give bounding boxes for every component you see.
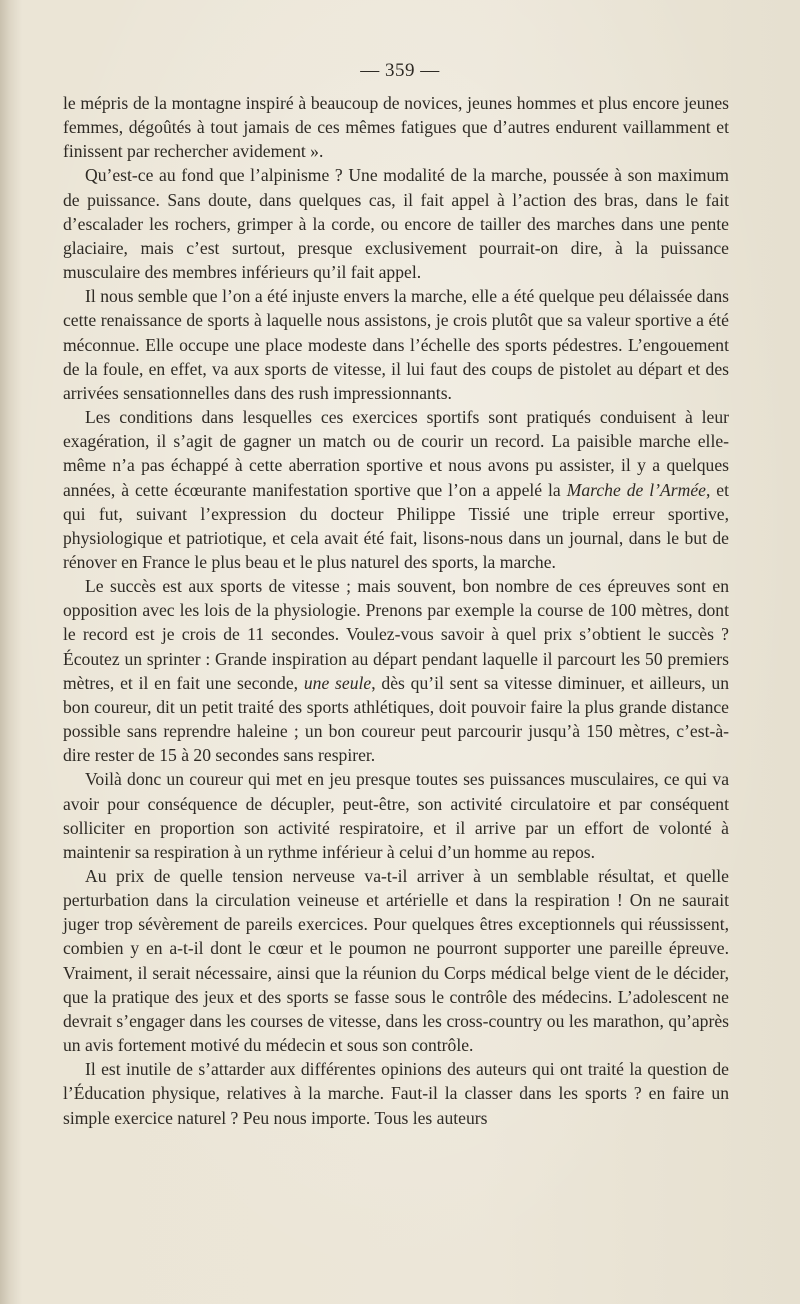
page-number: — 359 —: [360, 60, 440, 81]
text-run: Voilà donc un coureur qui met en jeu presque toutes ses puissances musculaires, ce qui va avoir pour conséquence de décupler, peut-être, son activité circulatoire et par conséquent solliciter en proportion son activité respiratoire, et il arrive par un effort de volonté à maintenir sa respiration à un rythme inférieur à celui d’un homme au repos.: [63, 769, 729, 862]
paragraph: [63, 284, 729, 405]
text-run: Il est inutile de s’attarder aux différentes opinions des auteurs qui ont traité la question de l’Éducation physique, relatives à la marche. Faut-il la classer dans les sports ? en faire un simple exercice naturel ? Peu nous importe. Tous les auteurs: [63, 1059, 729, 1128]
text-run: , et qui fut, suivant l’expression du docteur Philippe Tissié une triple erreur sportive, physiologique et patriotique, et cela avait été fait, lisons-nous dans un journal, dans le but de rénover en France le plus beau et le plus naturel des sports, la marche.: [63, 479, 729, 572]
text-run: Les conditions dans lesquelles ces exercices sportifs sont pratiqués conduisent à leur exagération, il s’agit de gagner un match ou de courir un record. La paisible marche elle-même n’a pas échappé à cette aberration sportive et nous avons pu assister, il y a quelques années, à cette écœurante manifestation sportive que l’on a appelé la: [63, 407, 729, 500]
paragraph: [63, 1057, 729, 1129]
italic-text: Marche de l’Armée: [566, 479, 706, 500]
body-text: [63, 91, 729, 1130]
text-run: , dès qu’il sent sa vitesse diminuer, et ailleurs, un bon coureur, dit un petit traité des sports athlétiques, doit pouvoir faire la plus grande distance possible sans reprendre haleine ; un bon coureur peut parcourir jusqu’à 150 mètres, c’est-à-dire rester de 15 à 20 secondes sans respirer.: [63, 672, 730, 766]
paragraph: [63, 405, 729, 574]
text-run: Au prix de quelle tension nerveuse va-t-il arriver à un semblable résultat, et quelle perturbation dans la circulation veineuse et artérielle et dans la respiration ! On ne saurait juger trop sévèrement de pareils exercices. Pour quelques êtres exceptionnels qui réussissent, combien y en a-t-il dont le cœur et le poumon ne pourront supporter une pareille épreuve. Vraiment, il serait nécessaire, ainsi que la réunion du Corps médical belge vient de le décider, que la pratique des jeux et des sports se fasse sous le contrôle des médecins. L’adolescent ne devrait s’engager dans les courses de vitesse, dans les cross-country ou les marathon, qu’après un avis fortement motivé du médecin et sous son contrôle.: [63, 866, 729, 1056]
text-run: le mépris de la montagne inspiré à beaucoup de novices, jeunes hommes et plus encore jeunes femmes, dégoûtés à tout jamais de ces mêmes fatigues que d’autres endurent vaillamment et finissent par rechercher avidement ».: [63, 93, 729, 162]
paragraph: [63, 864, 729, 1057]
paragraph: [63, 163, 729, 284]
text-run: Qu’est-ce au fond que l’alpinisme ? Une modalité de la marche, poussée à son maximum de puissance. Sans doute, dans quelques cas, il fait appel à l’action des bras, dans le fait d’escalader les rochers, grimper à la corde, ou encore de tailler des marches dans une pente glaciaire, mais c’est surtout, presque exclusivement pourrait-on dire, à la puissance musculaire des membres inférieurs qu’il fait appel.: [63, 165, 729, 283]
paragraph: [63, 574, 729, 767]
paragraph: [63, 767, 729, 864]
text-run: Le succès est aux sports de vitesse ; mais souvent, bon nombre de ces épreuves sont en opposition avec les lois de la physiologie. Prenons par exemple la course de 100 mètres, dont le record est je crois de 11 secondes. Voulez-vous savoir à quel prix s’obtient le succès ? Écoutez un sprinter : Grande inspiration au départ pendant laquelle il parcourt les 50 premiers mètres, et il en fait une seconde,: [63, 576, 729, 693]
paragraph: [63, 91, 729, 163]
italic-text: une seule: [303, 672, 372, 693]
text-run: Il nous semble que l’on a été injuste envers la marche, elle a été quelque peu délaissée dans cette renaissance de sports à laquelle nous assistons, je crois plutôt que sa valeur sportive a été méconnue. Elle occupe une place modeste dans l’échelle des sports pédestres. L’engouement de la foule, en effet, va aux sports de vitesse, il lui faut des coups de pistolet au départ et des arrivées sensationnelles dans des rush impressionnants.: [63, 286, 729, 403]
